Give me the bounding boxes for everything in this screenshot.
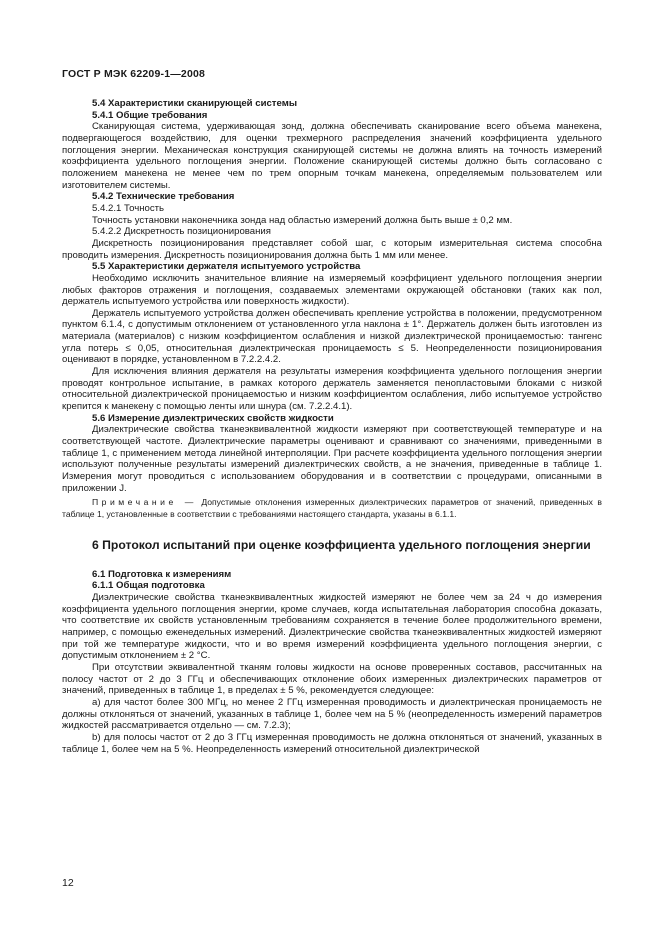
paragraph: Диэлектрические свойства тканеэквивалентных жидкостей измеряют не более чем за 24 ч до измерения коэффициента удельного поглощения энергии, кроме случаев, когда испытательная лаборатория способна доказать, что соответствие их свойств установленным требованиям сохраняется в течение более продолжительного времени, например, с помощью еженедельных измерений. Диэлектрические свойства тканеэквивалентных жидкостей измеряют при той же температуре жидкости, что и во время измерений коэффициента удельного поглощения энергии, с допустимым отклонением ± 2 °С. [62, 592, 602, 662]
clause-heading: 5.4.2.1 Точность [92, 202, 165, 214]
document-header: ГОСТ Р МЭК 62209-1—2008 [62, 68, 206, 80]
section-heading: 6.1 Подготовка к измерениям [92, 568, 232, 580]
paragraph: Для исключения влияния держателя на результаты измерения коэффициента удельного поглощения энергии проводят контрольное испытание, в рамках которого держатель заменяется пенопластовыми блоками с низкой относительной диэлектрической проницаемостью и низким коэффициентом ослабления, либо испытуемое устройство крепится к манекену с помощью ленты или шнура (см. 7.2.2.4.1). [62, 366, 602, 413]
subsection-heading: 5.4.2 Технические требования [92, 191, 235, 203]
list-item: а) для частот более 300 МГц, но менее 2 ГГц измеренная проводимость и диэлектрическая проницаемость не должны отклоняться от значений, указанных в таблице 1, более чем на 5 % (неопределенность измерений параметров жидкостей рассматривается отдельно — см. 7.2.3); [62, 696, 602, 732]
paragraph: Держатель испытуемого устройства должен обеспечивать крепление устройства в положении, предусмотренном пунктом 6.1.4, с допустимым отклонением от установленного угла наклона ± 1°. Держатель должен быть изготовлен из материала (материалов) с низким коэффициентом ослабления и низкой диэлектрической проницаемостью: тангенс угла потерь ≤ 0,05, относительная диэлектрическая проницаемость ≤ 5. Неопределенности позиционирования оценивают в порядке, установленном в 7.2.2.4.2. [62, 307, 602, 366]
section-heading: 5.6 Измерение диэлектрических свойств жидкости [92, 412, 334, 424]
page-number: 12 [62, 877, 74, 889]
subsection-heading: 5.4.1 Общие требования [92, 109, 208, 121]
section-heading: 5.5 Характеристики держателя испытуемого устройства [92, 261, 361, 273]
list-item: b) для полосы частот от 2 до 3 ГГц измеренная проводимость не должна отклоняться от значений, указанных в таблице 1, более чем на 5 %. Неопределенность измерений относительной диэлектрической [62, 731, 602, 755]
paragraph: Дискретность позиционирования представляет собой шаг, с которым измерительная система способна проводить измерения. Дискретность позиционирования должна быть 1 мм или менее. [62, 237, 602, 261]
paragraph: Точность установки наконечника зонда над областью измерений должна быть выше ± 0,2 мм. [92, 214, 513, 226]
subsection-heading: 6.1.1 Общая подготовка [92, 580, 205, 592]
clause-heading: 5.4.2.2 Дискретность позиционирования [92, 226, 271, 238]
page-body [62, 98, 602, 755]
paragraph: Необходимо исключить значительное влияние на измеряемый коэффициент удельного поглощения энергии любых факторов отражения и поглощения, создаваемых элементами окружающей обстановки (таких как пол, держатель испытуемого устройства или поверхность жидкости). [62, 272, 602, 308]
note [62, 497, 602, 519]
chapter-heading: 6 Протокол испытаний при оценке коэффициента удельного поглощения энергии [92, 537, 591, 552]
section-heading: 5.4 Характеристики сканирующей системы [92, 98, 298, 109]
paragraph: Диэлектрические свойства тканеэквивалентной жидкости измеряют при соответствующей температуре и на соответствующей частоте. Диэлектрические параметры оценивают и сравнивают со значениями, приведенными в таблице 1, с применением метода линейной интерполяции. При расчете коэффициента удельного поглощения энергии используют полученные результаты измерений диэлектрических свойств, а не значения, приведенные в таблице 1. Измерения могут проводиться с использованием оборудования и в соответствии с процедурами, описанными в приложении J. [62, 424, 602, 494]
paragraph: При отсутствии эквивалентной тканям головы жидкости на основе проверенных составов, рассчитанных на полосу частот от 2 до 3 ГГц и обеспечивающих отклонение обоих измеренных диэлектрических параметров от значений, приведенных в таблице 1, в пределах ± 5 %, рекомендуется следующее: [62, 661, 602, 697]
note-text: Допустимые отклонения измеренных диэлектрических параметров от значений, приведенных в таблице 1, установленные в соответствии с требованиями настоящего стандарта, указаны в 6.1.1. [62, 497, 603, 519]
paragraph: Сканирующая система, удерживающая зонд, должна обеспечивать сканирование всего объема манекена, подвергающегося воздействию, для оценки трехмерного распределения значений коэффициента удельного поглощения энергии. Механическая конструкция сканирующей системы не должна влиять на точность измерений коэффициента удельного поглощения энергии. Положение сканирующей системы должно быть согласовано с положением манекена не менее чем по трем опорным точкам манекена, определяемым пользователем или изготовителем системы. [62, 121, 602, 191]
note-label: Примечание — [92, 497, 197, 508]
